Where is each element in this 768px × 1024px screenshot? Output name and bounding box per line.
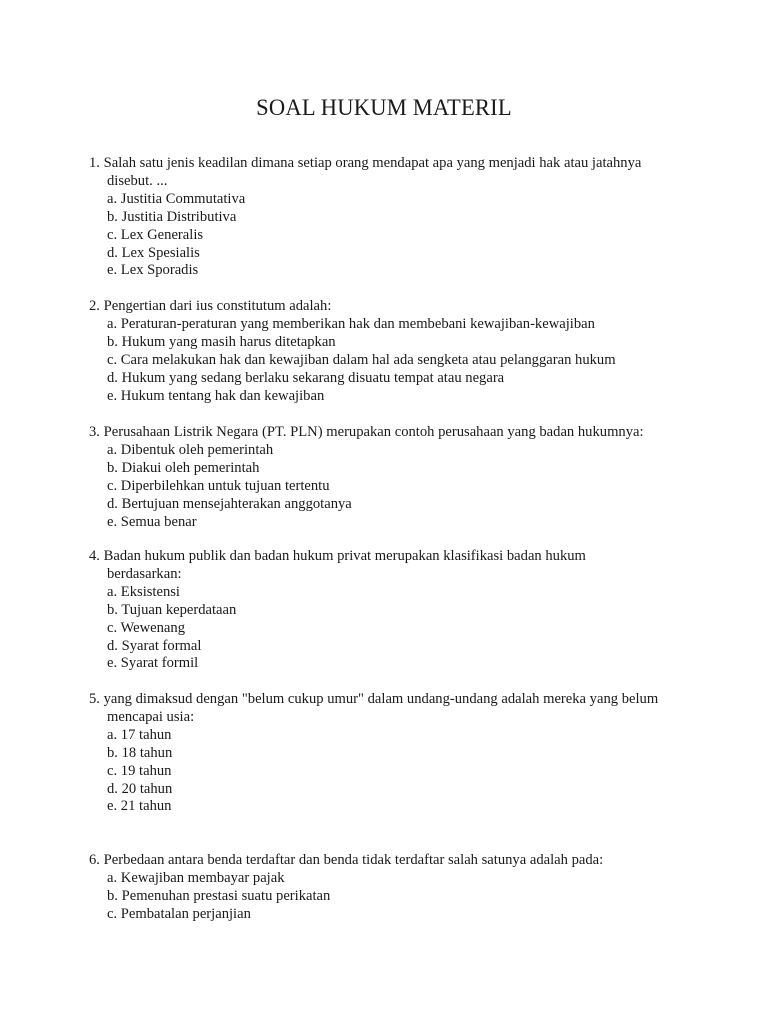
question-stem-text: Perbedaan antara benda terdaftar dan benda tidak terdaftar salah satunya adalah pada:: [103, 852, 604, 868]
option-letter: b.: [107, 459, 118, 476]
question-number: 3.: [89, 424, 100, 440]
option-text: Kewajiban membayar pajak: [120, 869, 285, 886]
question-stem-line: [89, 298, 689, 316]
answer-option: [89, 209, 689, 227]
answer-option: [89, 496, 689, 514]
question-stem-line: mencapai usia:: [107, 708, 195, 725]
question-stem-line: [89, 852, 689, 870]
option-text: Justitia Commutativa: [120, 190, 246, 207]
option-letter: d.: [107, 369, 118, 386]
option-letter: d.: [107, 244, 118, 261]
option-letter: a.: [107, 869, 118, 886]
option-text: Cara melakukan hak dan kewajiban dalam hal ada sengketa atau pelanggaran hukum: [120, 351, 616, 368]
answer-option: [89, 798, 689, 816]
question-3: [89, 424, 689, 531]
option-letter: b.: [107, 601, 118, 618]
answer-option: [89, 655, 689, 673]
option-letter: c.: [107, 762, 118, 779]
answer-option: [89, 870, 689, 888]
document-title: SOAL HUKUM MATERIL: [256, 95, 512, 120]
answer-option: [89, 245, 689, 263]
answer-option: [89, 620, 689, 638]
question-stem-text: Badan hukum publik dan badan hukum privat merupakan klasifikasi badan hukum: [103, 548, 586, 564]
answer-option: [89, 478, 689, 496]
option-text: Semua benar: [120, 513, 197, 530]
option-letter: a.: [107, 190, 118, 207]
question-4: [89, 548, 689, 673]
question-stem-line: [89, 424, 689, 442]
question-stem-line: [89, 548, 689, 566]
option-text: 18 tahun: [121, 744, 173, 761]
option-text: Wewenang: [120, 619, 185, 636]
option-text: Hukum yang masih harus ditetapkan: [121, 333, 336, 350]
question-stem-line: berdasarkan:: [107, 565, 182, 582]
option-text: Diperbilehkan untuk tujuan tertentu: [120, 477, 330, 494]
question-stem-text: yang dimaksud dengan "belum cukup umur" dalam undang-undang adalah mereka yang belum: [103, 691, 659, 707]
option-letter: c.: [107, 351, 118, 368]
option-letter: b.: [107, 887, 118, 904]
option-letter: d.: [107, 780, 118, 797]
option-letter: a.: [107, 315, 118, 332]
option-letter: a.: [107, 726, 118, 743]
answer-option: [89, 638, 689, 656]
option-text: Justitia Distributiva: [121, 208, 237, 225]
option-letter: e.: [107, 387, 118, 404]
option-text: Peraturan-peraturan yang memberikan hak dan membebani kewajiban-kewajiban: [120, 315, 595, 332]
answer-option: [89, 584, 689, 602]
option-letter: b.: [107, 333, 118, 350]
answer-option: [89, 763, 689, 781]
answer-option: [89, 316, 689, 334]
answer-option: [89, 370, 689, 388]
option-letter: c.: [107, 477, 118, 494]
option-letter: c.: [107, 905, 118, 922]
question-number: 2.: [89, 298, 100, 314]
answer-option: [89, 388, 689, 406]
question-6: [89, 852, 689, 924]
option-letter: e.: [107, 655, 118, 672]
option-text: Lex Generalis: [120, 226, 204, 243]
answer-option: [89, 334, 689, 352]
option-text: Diakui oleh pemerintah: [121, 459, 260, 476]
option-letter: b.: [107, 744, 118, 761]
question-stem-text: Perusahaan Listrik Negara (PT. PLN) merupakan contoh perusahaan yang badan hukumnya:: [103, 424, 644, 440]
answer-option: [89, 781, 689, 799]
option-text: 20 tahun: [121, 780, 173, 797]
option-text: Eksistensi: [120, 583, 180, 600]
option-letter: c.: [107, 226, 118, 243]
answer-option: [89, 352, 689, 370]
answer-option: [89, 191, 689, 209]
option-letter: b.: [107, 208, 118, 225]
option-letter: a.: [107, 583, 118, 600]
question-stem-line: disebut. ...: [107, 172, 168, 189]
option-text: Hukum tentang hak dan kewajiban: [120, 387, 325, 404]
question-number: 5.: [89, 691, 100, 707]
question-number: 6.: [89, 852, 100, 868]
question-5: [89, 691, 689, 816]
answer-option: [89, 460, 689, 478]
option-text: 19 tahun: [120, 762, 172, 779]
answer-option: [89, 262, 689, 280]
option-letter: d.: [107, 495, 118, 512]
option-letter: c.: [107, 619, 118, 636]
question-number: 1.: [89, 155, 100, 171]
option-text: Lex Spesialis: [121, 244, 200, 261]
option-letter: a.: [107, 441, 118, 458]
question-stem-line: [89, 155, 689, 173]
answer-option: [89, 514, 689, 532]
answer-option: [89, 888, 689, 906]
option-text: 17 tahun: [120, 726, 172, 743]
option-text: Dibentuk oleh pemerintah: [120, 441, 274, 458]
answer-option: [89, 602, 689, 620]
option-text: Bertujuan mensejahterakan anggotanya: [121, 495, 352, 512]
option-letter: e.: [107, 262, 118, 279]
option-text: Tujuan keperdataan: [121, 601, 237, 618]
answer-option: [89, 906, 689, 924]
option-text: Pemenuhan prestasi suatu perikatan: [121, 887, 331, 904]
answer-option: [89, 227, 689, 245]
option-letter: e.: [107, 798, 118, 815]
option-letter: e.: [107, 513, 118, 530]
option-text: Lex Sporadis: [120, 262, 199, 279]
question-stem-text: Pengertian dari ius constitutum adalah:: [103, 298, 332, 314]
option-text: Syarat formal: [121, 637, 202, 654]
question-stem-line: [89, 691, 689, 709]
option-text: Hukum yang sedang berlaku sekarang disuatu tempat atau negara: [121, 369, 505, 386]
option-text: Pembatalan perjanjian: [120, 905, 251, 922]
option-letter: d.: [107, 637, 118, 654]
question-stem-text: Salah satu jenis keadilan dimana setiap orang mendapat apa yang menjadi hak atau jatahnya: [103, 155, 642, 171]
option-text: 21 tahun: [120, 798, 172, 815]
answer-option: [89, 727, 689, 745]
option-text: Syarat formil: [120, 655, 199, 672]
question-1: [89, 155, 689, 280]
answer-option: [89, 442, 689, 460]
question-number: 4.: [89, 548, 100, 564]
question-2: [89, 298, 689, 405]
answer-option: [89, 745, 689, 763]
